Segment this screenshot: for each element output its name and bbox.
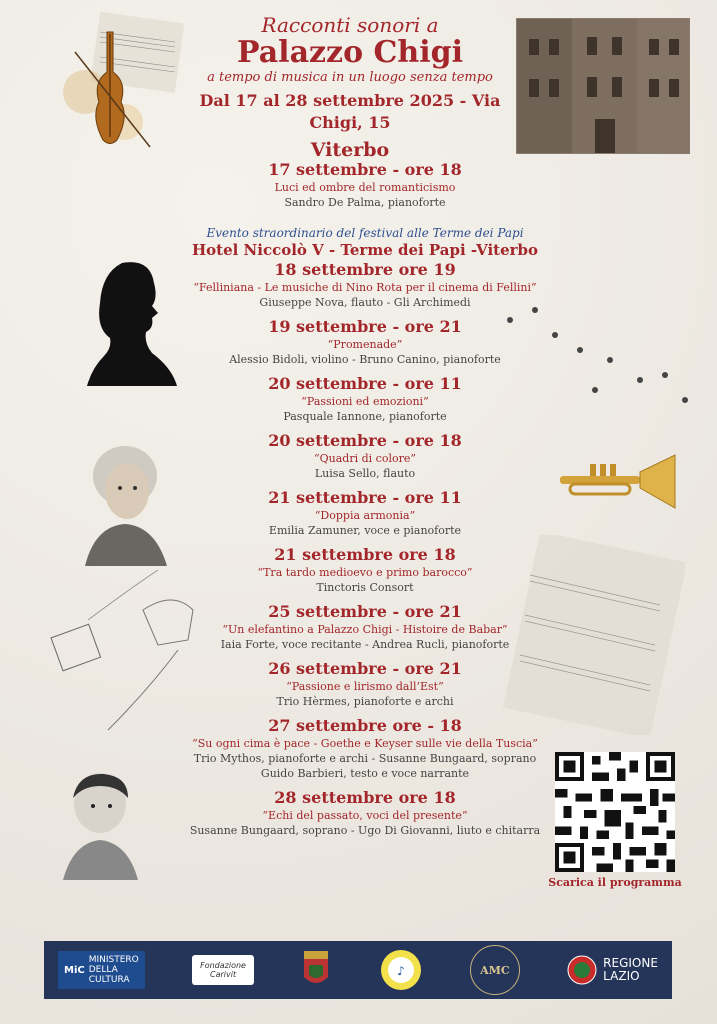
composer-portrait bbox=[58, 768, 143, 880]
event-performers-extra: Guido Barbieri, testo e voce narrante bbox=[260, 767, 470, 780]
event-title: “Tra tardo medioevo e primo barocco” bbox=[257, 566, 473, 579]
event-item bbox=[160, 659, 570, 709]
event-venue: Hotel Niccolò V - Terme dei Papi -Viterbo bbox=[191, 241, 539, 259]
event-date: 27 settembre ore - 18 bbox=[268, 716, 462, 735]
event-title: “Doppia armonia” bbox=[314, 509, 416, 522]
event-date: 17 settembre - ore 18 bbox=[268, 160, 462, 179]
event-item bbox=[160, 226, 570, 310]
amc-logo: AMC bbox=[470, 945, 520, 995]
event-performers: Giuseppe Nova, flauto - Gli Archimedi bbox=[259, 296, 471, 309]
coat-of-arms-icon bbox=[301, 951, 331, 989]
event-performers: Alessio Bidoli, violino - Bruno Canino, pianoforte bbox=[229, 353, 501, 366]
event-item bbox=[160, 431, 570, 481]
event-performers: Susanne Bungaard, soprano - Ugo Di Giovanni, liuto e chitarra bbox=[189, 824, 541, 837]
header-tagline: a tempo di musica in un luogo senza tempo bbox=[207, 70, 493, 85]
trumpet-illustration bbox=[555, 450, 680, 512]
ministero-cultura-logo bbox=[58, 951, 145, 989]
event-date: 26 settembre - ore 21 bbox=[268, 659, 462, 678]
event-item bbox=[160, 602, 570, 652]
fondazione-carivit-logo: Fondazione Carivit bbox=[192, 955, 254, 985]
qr-code[interactable] bbox=[555, 752, 675, 872]
page-title: Palazzo Chigi bbox=[236, 35, 463, 70]
event-date: 19 settembre - ore 21 bbox=[268, 317, 462, 336]
event-special-note: Evento straordinario del festival alle Terme dei Papi bbox=[206, 226, 524, 240]
event-item bbox=[160, 788, 570, 838]
event-title: Luci ed ombre del romanticismo bbox=[274, 181, 456, 194]
event-performers: Luisa Sello, flauto bbox=[314, 467, 416, 480]
event-title: “Echi del passato, voci del presente” bbox=[262, 809, 468, 822]
event-item bbox=[160, 374, 570, 424]
event-item bbox=[160, 317, 570, 367]
event-performers: Trio Mythos, pianoforte e archi - Susanne Bungaard, soprano bbox=[193, 752, 537, 765]
event-title: “Un elefantino a Palazzo Chigi - Histoire de Babar” bbox=[222, 623, 508, 636]
event-title: “Passione e lirismo dall’Est” bbox=[286, 680, 444, 693]
sponsor-footer bbox=[44, 941, 672, 999]
ministero-line-1: MINISTERO bbox=[88, 955, 139, 965]
event-date: 25 settembre - ore 21 bbox=[268, 602, 462, 621]
regione-lazio-logo bbox=[567, 955, 658, 985]
event-date: 20 settembre - ore 11 bbox=[268, 374, 462, 393]
event-performers: Emilia Zamuner, voce e pianoforte bbox=[268, 524, 462, 537]
header-city: Viterbo bbox=[310, 139, 390, 161]
event-performers: Sandro De Palma, pianoforte bbox=[284, 196, 446, 209]
event-performers: Tinctoris Consort bbox=[316, 581, 414, 594]
svg-text:♪: ♪ bbox=[396, 964, 405, 978]
event-item bbox=[160, 545, 570, 595]
events-list bbox=[160, 160, 570, 845]
regione-line-1: REGIONE bbox=[603, 956, 658, 970]
event-title: “Felliniana - Le musiche di Nino Rota per il cinema di Fellini” bbox=[193, 281, 537, 294]
event-title: “Su ogni cima è pace - Goethe e Keyser sulle vie della Tuscia” bbox=[192, 737, 538, 750]
festival-logo bbox=[379, 948, 423, 992]
event-item bbox=[160, 160, 570, 210]
event-item bbox=[160, 716, 570, 781]
event-date: 21 settembre ore 18 bbox=[274, 545, 456, 564]
poster-header bbox=[180, 14, 520, 162]
event-date: 28 settembre ore 18 bbox=[274, 788, 456, 807]
event-performers: Pasquale Iannone, pianoforte bbox=[283, 410, 447, 423]
header-dates: Dal 17 al 28 settembre 2025 - Via Chigi, 15 bbox=[199, 91, 501, 132]
palazzo-photo bbox=[516, 18, 690, 154]
event-title: “Quadri di colore” bbox=[314, 452, 416, 465]
qr-label: Scarica il programma bbox=[548, 876, 682, 889]
event-date: 21 settembre - ore 11 bbox=[268, 488, 462, 507]
header-subtitle: Racconti sonori a bbox=[261, 13, 439, 37]
event-date: 20 settembre - ore 18 bbox=[268, 431, 462, 450]
violin-illustration bbox=[55, 12, 185, 152]
event-item bbox=[160, 488, 570, 538]
event-performers: Iaia Forte, voce recitante - Andrea Rucli, pianoforte bbox=[220, 638, 510, 651]
mic-badge: MiC bbox=[64, 964, 85, 976]
ministero-line-3: CULTURA bbox=[88, 975, 130, 985]
regione-line-2: LAZIO bbox=[603, 969, 640, 983]
event-title: “Passioni ed emozioni” bbox=[301, 395, 429, 408]
event-title: “Promenade” bbox=[327, 338, 403, 351]
ministero-line-2: DELLA bbox=[88, 965, 118, 975]
event-date: 18 settembre ore 19 bbox=[274, 260, 456, 279]
event-performers: Trio Hèrmes, pianoforte e archi bbox=[276, 695, 454, 708]
regione-lazio-emblem-icon bbox=[567, 955, 597, 985]
